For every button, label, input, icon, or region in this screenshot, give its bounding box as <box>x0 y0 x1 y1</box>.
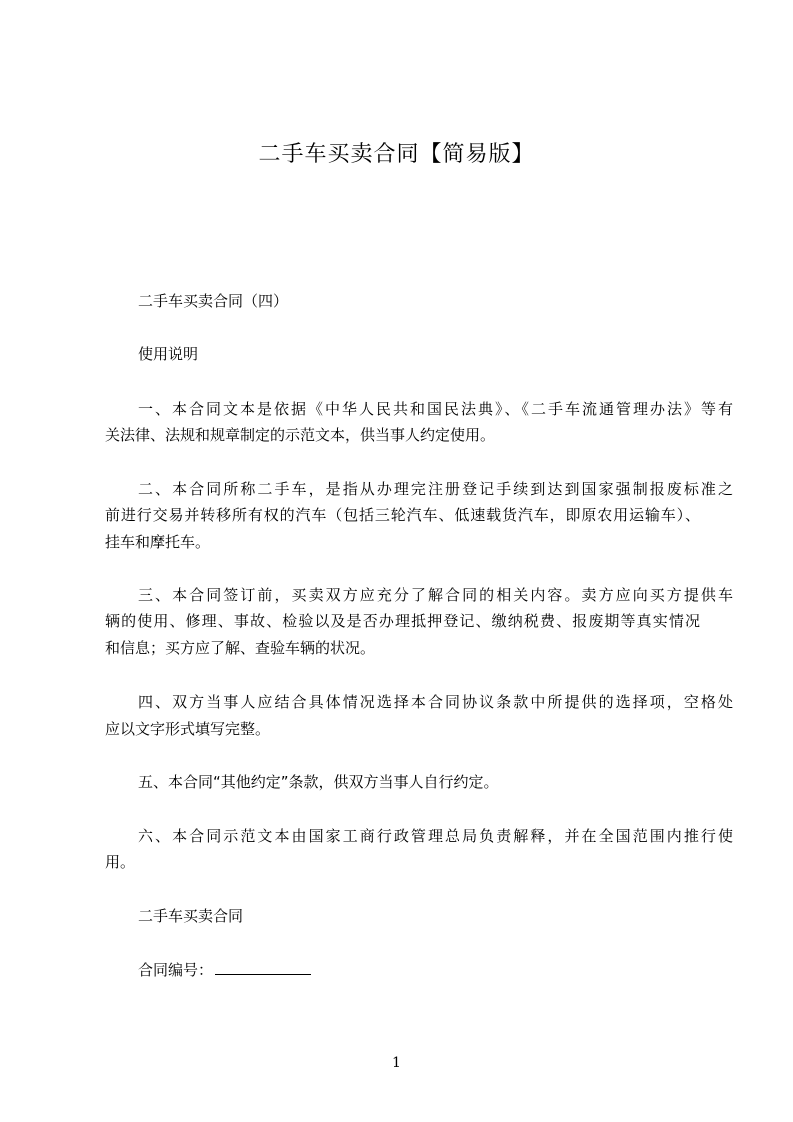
contract-heading: 二手车买卖合同 <box>138 907 244 925</box>
instruction-item-2-line-1: 二、本合同所称二手车，是指从办理完注册登记手续到达到国家强制报废标准之 <box>138 480 733 498</box>
instruction-item-4-line-2: 应以文字形式填写完整。 <box>105 720 271 738</box>
instruction-item-3-line-2: 辆的使用、修理、事故、检验以及是否办理抵押登记、缴纳税费、报废期等真实情况 <box>105 612 700 630</box>
instructions-heading: 使用说明 <box>138 345 199 363</box>
instruction-item-1-line-2: 关法律、法规和规章制定的示范文本，供当事人约定使用。 <box>105 426 496 444</box>
instruction-item-6-line-2: 用。 <box>105 853 136 871</box>
page-number: 1 <box>392 1055 401 1071</box>
instruction-item-2-line-2: 前进行交易并转移所有权的汽车（包括三轮汽车、低速载货汽车，即原农用运输车）、 <box>105 506 700 524</box>
instruction-item-5-line-1: 五、本合同“其他约定”条款，供双方当事人自行约定。 <box>138 773 499 791</box>
instruction-item-3-line-1: 三、本合同签订前，买卖双方应充分了解合同的相关内容。卖方应向买方提供车 <box>138 586 733 604</box>
contract-number-row <box>105 955 733 985</box>
contract-number-blank <box>215 958 311 975</box>
contract-subtitle: 二手车买卖合同（四） <box>138 292 289 310</box>
instruction-item-1-line-1: 一、本合同文本是依据《中华人民共和国民法典》、《二手车流通管理办法》等有 <box>138 400 733 418</box>
document-title: 二手车买卖合同【简易版】 <box>258 142 535 167</box>
instruction-item-3-line-3: 和信息；买方应了解、查验车辆的状况。 <box>105 639 376 657</box>
instruction-item-6-line-1: 六、本合同示范文本由国家工商行政管理总局负责解释，并在全国范围内推行使 <box>138 827 733 845</box>
contract-number-label: 合同编号： <box>138 961 214 979</box>
instruction-item-4-line-1: 四、双方当事人应结合具体情况选择本合同协议条款中所提供的选择项，空格处 <box>138 693 733 711</box>
instruction-item-2-line-3: 挂车和摩托车。 <box>105 533 211 551</box>
